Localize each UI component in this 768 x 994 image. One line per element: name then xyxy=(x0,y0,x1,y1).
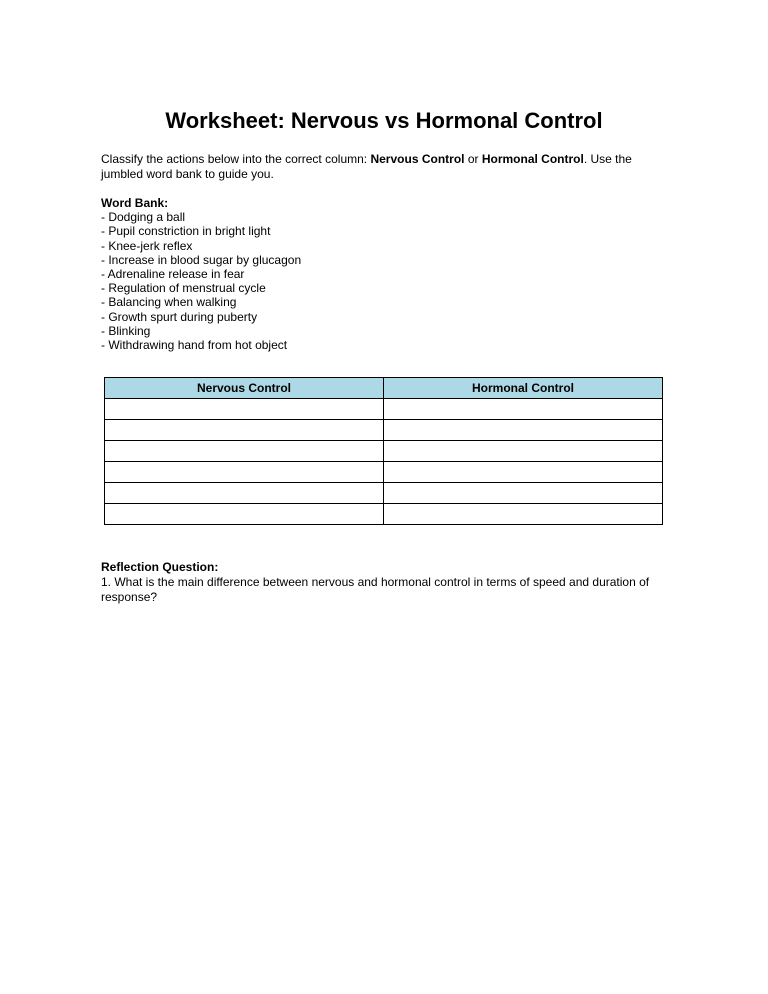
word-bank-item: - Pupil constriction in bright light xyxy=(101,224,271,239)
table-row xyxy=(105,483,663,504)
word-bank-heading: Word Bank: xyxy=(101,196,169,210)
instructions xyxy=(101,152,671,182)
nervous-cell[interactable] xyxy=(105,420,384,441)
word-bank-item: - Knee-jerk reflex xyxy=(101,238,193,253)
table-row xyxy=(105,462,663,483)
nervous-cell[interactable] xyxy=(105,399,384,420)
word-bank-item: - Balancing when walking xyxy=(101,295,237,310)
table-row xyxy=(105,420,663,441)
hormonal-cell[interactable] xyxy=(384,462,663,483)
instructions-nervous-term: Nervous Control xyxy=(370,152,465,166)
hormonal-cell[interactable] xyxy=(384,399,663,420)
word-bank-item: - Adrenaline release in fear xyxy=(101,267,245,282)
word-bank-item: - Increase in blood sugar by glucagon xyxy=(101,252,302,267)
nervous-cell[interactable] xyxy=(105,483,384,504)
word-bank-item: - Regulation of menstrual cycle xyxy=(101,281,266,296)
hormonal-cell[interactable] xyxy=(384,483,663,504)
nervous-cell[interactable] xyxy=(105,504,384,525)
reflection-heading: Reflection Question: xyxy=(101,560,219,574)
word-bank-item: - Withdrawing hand from hot object xyxy=(101,338,288,353)
reflection-question: 1. What is the main difference between nervous and hormonal control in terms of speed and duration of response? xyxy=(101,575,650,604)
table-row xyxy=(105,441,663,462)
table-row xyxy=(105,399,663,420)
hormonal-cell[interactable] xyxy=(384,441,663,462)
hormonal-control-header: Hormonal Control xyxy=(384,378,663,399)
hormonal-cell[interactable] xyxy=(384,504,663,525)
hormonal-cell[interactable] xyxy=(384,420,663,441)
instructions-text-middle: or xyxy=(464,152,482,166)
table-header-row xyxy=(105,378,663,399)
nervous-cell[interactable] xyxy=(105,462,384,483)
page-title: Worksheet: Nervous vs Hormonal Control xyxy=(165,107,603,133)
word-bank-item: - Dodging a ball xyxy=(101,210,186,225)
word-bank-list xyxy=(101,210,671,352)
instructions-hormonal-term: Hormonal Control xyxy=(481,152,584,166)
reflection-section xyxy=(101,560,671,605)
word-bank-item: - Growth spurt during puberty xyxy=(101,309,258,324)
classification-table xyxy=(104,377,663,525)
word-bank-item: - Blinking xyxy=(101,323,151,338)
table-row xyxy=(105,504,663,525)
nervous-cell[interactable] xyxy=(105,441,384,462)
instructions-text-start: Classify the actions below into the correct column: xyxy=(101,152,371,166)
word-bank xyxy=(101,196,671,352)
instructions-text-end: . Use the jumbled word bank to guide you. xyxy=(101,152,632,181)
nervous-control-header: Nervous Control xyxy=(105,378,384,399)
